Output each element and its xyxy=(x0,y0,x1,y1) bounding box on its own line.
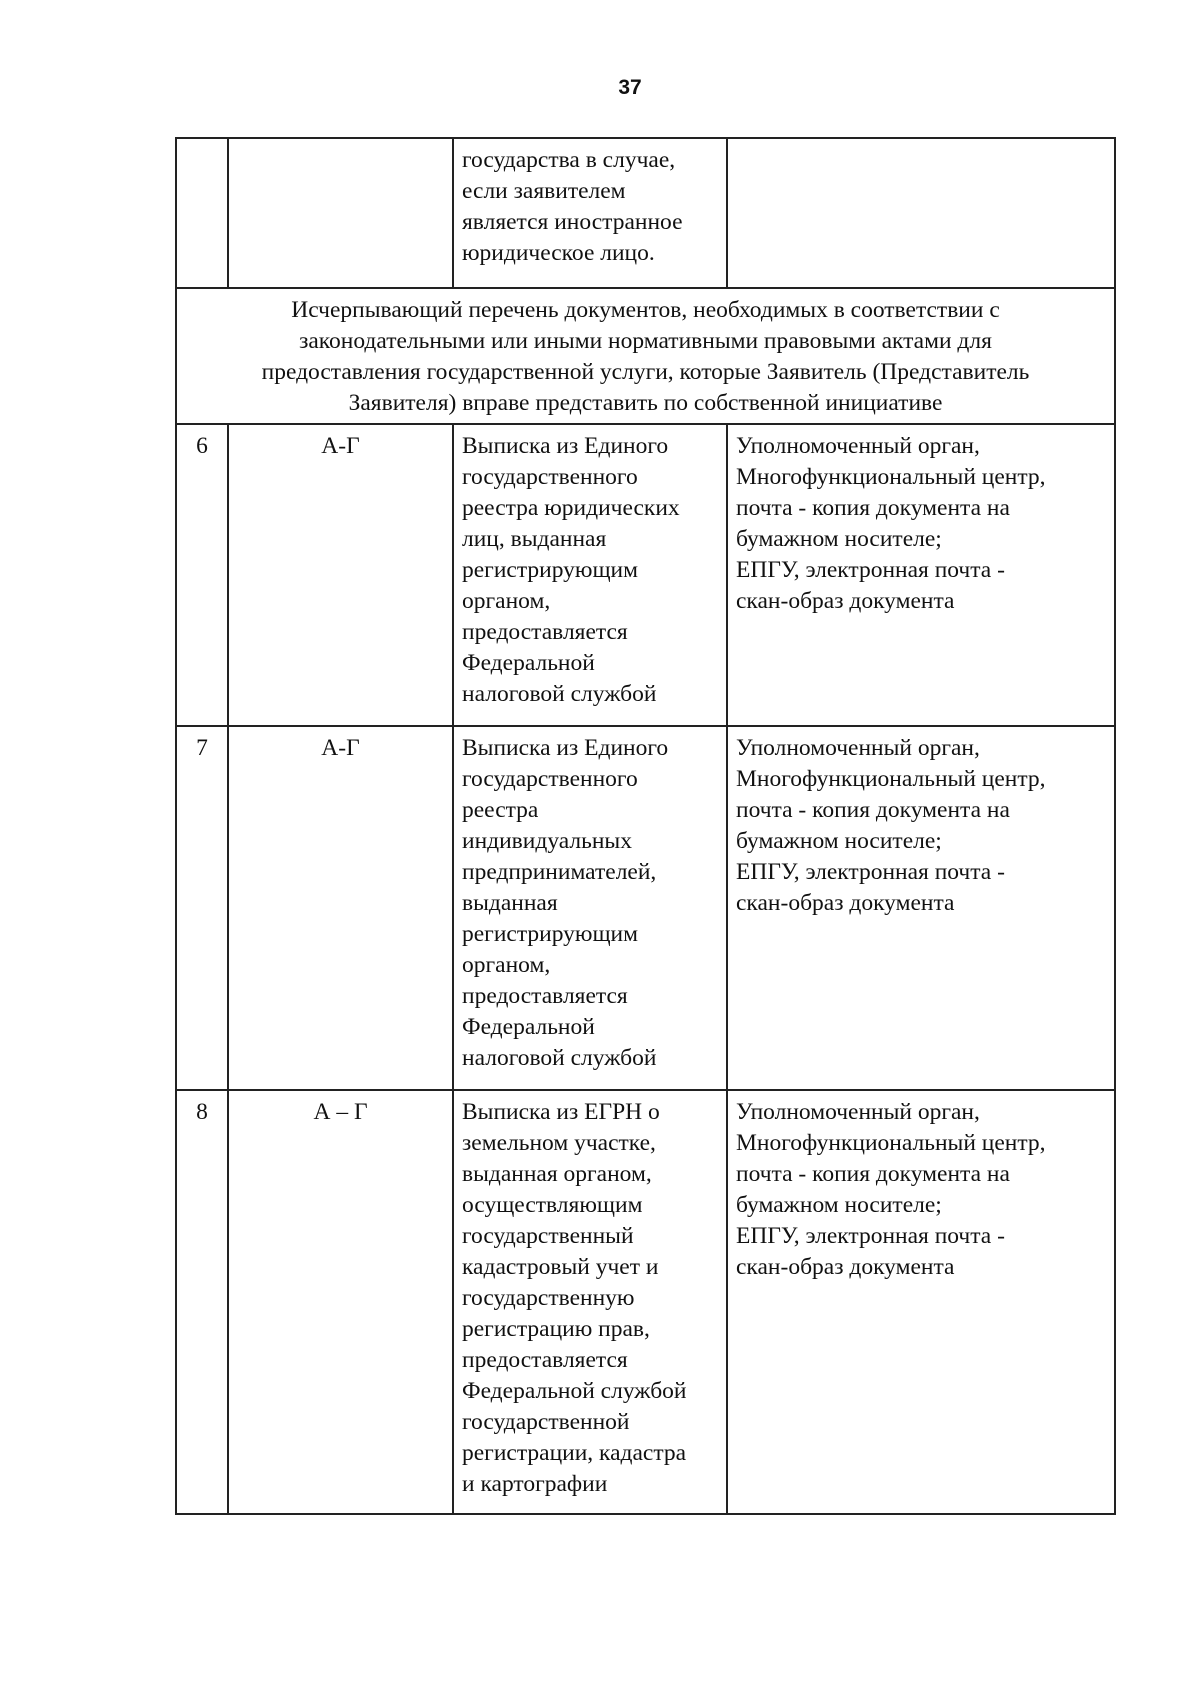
method-line: Уполномоченный орган, xyxy=(736,433,980,459)
table-row-continuation xyxy=(176,138,1115,288)
document-line: органом, xyxy=(462,588,551,614)
document-line: осуществляющим xyxy=(462,1192,643,1218)
section-heading xyxy=(176,288,1115,424)
cell-document xyxy=(453,1090,727,1514)
document-line: если заявителем xyxy=(462,178,626,204)
cell-category: А – Г xyxy=(228,1090,453,1514)
section-heading-line: Заявителя) вправе представить по собственной инициативе xyxy=(348,390,943,416)
document-line: государственного xyxy=(462,766,638,792)
cell-document xyxy=(453,424,727,726)
document-line: государства в случае, xyxy=(462,147,676,173)
document-line: индивидуальных xyxy=(462,828,632,854)
document-line: государственную xyxy=(462,1285,635,1311)
documents-table xyxy=(175,137,1116,1515)
cell-category xyxy=(228,138,453,288)
method-line: бумажном носителе; xyxy=(736,526,942,552)
document-line: регистрацию прав, xyxy=(462,1316,650,1342)
document-line: регистрирующим xyxy=(462,557,638,583)
document-line: предоставляется xyxy=(462,1347,628,1373)
document-line: налоговой службой xyxy=(462,1045,657,1071)
document-line: Выписка из Единого xyxy=(462,433,669,459)
method-line: ЕПГУ, электронная почта - xyxy=(736,859,1005,885)
document-line: органом, xyxy=(462,952,551,978)
method-line: Многофункциональный центр, xyxy=(736,766,1046,792)
method-line: Многофункциональный центр, xyxy=(736,1130,1046,1156)
method-line: Уполномоченный орган, xyxy=(736,1099,980,1125)
document-line: и картографии xyxy=(462,1471,608,1497)
cell-submission-method xyxy=(727,726,1115,1090)
method-line: почта - копия документа на xyxy=(736,1161,1010,1187)
cell-number: 8 xyxy=(176,1090,228,1514)
document-line: налоговой службой xyxy=(462,681,657,707)
document-line: предоставляется xyxy=(462,619,628,645)
document-line: Выписка из Единого xyxy=(462,735,669,761)
document-line: регистрации, кадастра xyxy=(462,1440,687,1466)
document-line: выданная xyxy=(462,890,558,916)
cell-submission-method xyxy=(727,1090,1115,1514)
document-line: государственного xyxy=(462,464,638,490)
document-line: Федеральной службой xyxy=(462,1378,687,1404)
method-line: скан-образ документа xyxy=(736,890,955,916)
cell-submission-method xyxy=(727,424,1115,726)
document-line: реестра xyxy=(462,797,539,823)
document-line: реестра юридических xyxy=(462,495,680,521)
method-line: Многофункциональный центр, xyxy=(736,464,1046,490)
document-line: Федеральной xyxy=(462,1014,595,1040)
method-line: почта - копия документа на xyxy=(736,495,1010,521)
cell-category: А-Г xyxy=(228,726,453,1090)
section-heading-line: Исчерпывающий перечень документов, необходимых в соответствии с xyxy=(291,297,1000,323)
page-number: 37 xyxy=(618,76,642,99)
cell-document xyxy=(453,138,727,288)
method-line: ЕПГУ, электронная почта - xyxy=(736,557,1005,583)
table-row xyxy=(176,726,1115,1090)
table-row xyxy=(176,424,1115,726)
method-line: почта - копия документа на xyxy=(736,797,1010,823)
cell-number: 7 xyxy=(176,726,228,1090)
method-line: ЕПГУ, электронная почта - xyxy=(736,1223,1005,1249)
document-line: юридическое лицо. xyxy=(462,240,655,266)
cell-number xyxy=(176,138,228,288)
method-line: скан-образ документа xyxy=(736,588,955,614)
document-line: предпринимателей, xyxy=(462,859,657,885)
section-heading-line: предоставления государственной услуги, которые Заявитель (Представитель xyxy=(261,359,1030,385)
document-line: лиц, выданная xyxy=(462,526,607,552)
document-line: государственной xyxy=(462,1409,630,1435)
method-line: Уполномоченный орган, xyxy=(736,735,980,761)
document-line: предоставляется xyxy=(462,983,628,1009)
document-line: Федеральной xyxy=(462,650,595,676)
table-row xyxy=(176,1090,1115,1514)
method-line: бумажном носителе; xyxy=(736,828,942,854)
document-line: кадастровый учет и xyxy=(462,1254,659,1280)
document-line: земельном участке, xyxy=(462,1130,656,1156)
cell-category: А-Г xyxy=(228,424,453,726)
document-line: выданная органом, xyxy=(462,1161,652,1187)
document-line: является иностранное xyxy=(462,209,683,235)
method-line: скан-образ документа xyxy=(736,1254,955,1280)
method-line: бумажном носителе; xyxy=(736,1192,942,1218)
document-line: Выписка из ЕГРН о xyxy=(462,1099,660,1125)
section-heading-line: законодательными или иными нормативными правовыми актами для xyxy=(299,328,992,354)
cell-submission-method xyxy=(727,138,1115,288)
table-row-section-heading xyxy=(176,288,1115,424)
document-line: государственный xyxy=(462,1223,634,1249)
cell-number: 6 xyxy=(176,424,228,726)
document-line: регистрирующим xyxy=(462,921,638,947)
cell-document xyxy=(453,726,727,1090)
